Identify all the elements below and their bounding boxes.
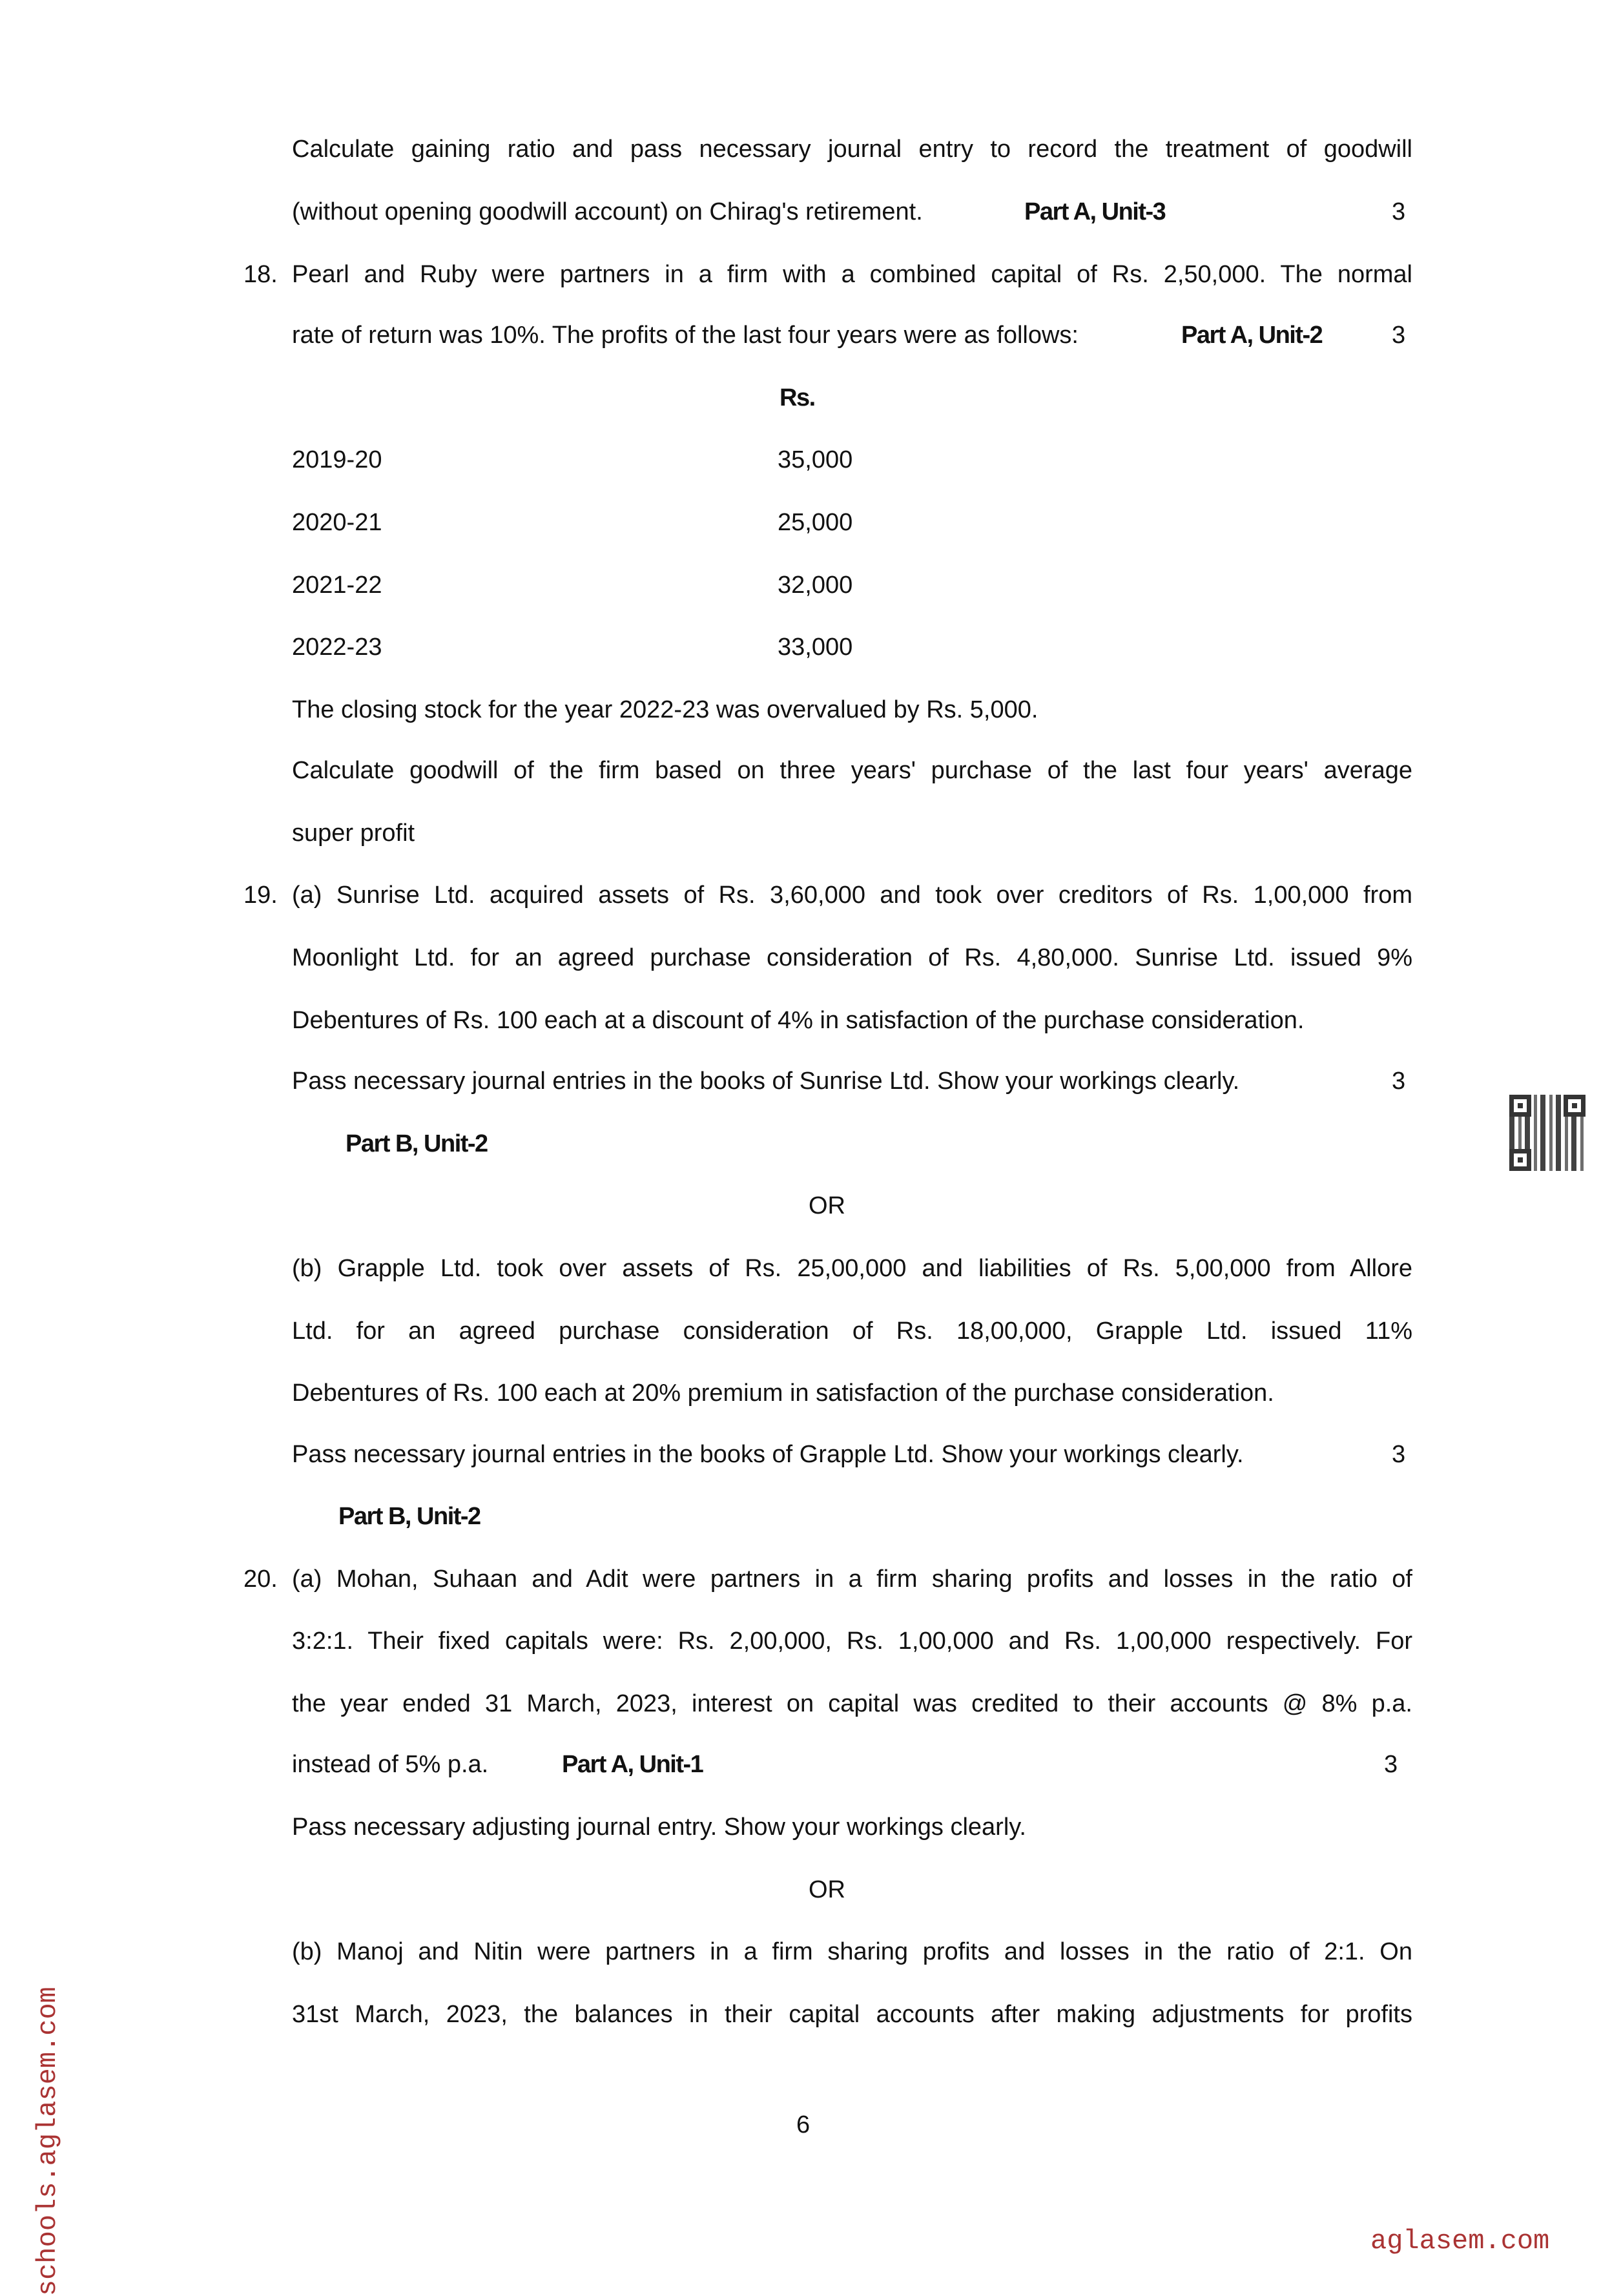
unit-tag: Part A, Unit-2: [1181, 322, 1323, 349]
table-cell-year: 2020-21: [292, 509, 382, 536]
marks: 3: [1392, 1068, 1406, 1095]
text-line: rate of return was 10%. The profits of the last four years were as follows:: [292, 322, 1079, 349]
marks: 3: [1392, 1441, 1406, 1468]
text-line: super profit: [292, 820, 415, 847]
text-line: Calculate goodwill of the firm based on three years' purchase of the last four years' average: [292, 757, 1412, 784]
text-line: the year ended 31 March, 2023, interest on capital was credited to their accounts @ 8% p.a.: [292, 1690, 1412, 1717]
table-cell-year: 2019-20: [292, 446, 382, 473]
unit-tag: Part A, Unit-1: [562, 1751, 703, 1778]
table-cell-profit: 32,000: [778, 572, 853, 599]
qr-code: [1509, 1095, 1586, 1171]
text-line: instead of 5% p.a.: [292, 1751, 489, 1778]
table-cell-year: 2021-22: [292, 572, 382, 599]
bottom-watermark: aglasem.com: [1370, 2226, 1550, 2257]
text-line: Ltd. for an agreed purchase consideration of Rs. 18,00,000, Grapple Ltd. issued 11%: [292, 1318, 1412, 1345]
text-line: 31st March, 2023, the balances in their capital accounts after making adjustments for profits: [292, 2001, 1412, 2028]
text-line: (b) Grapple Ltd. took over assets of Rs. 25,00,000 and liabilities of Rs. 5,00,000 from Allore: [292, 1255, 1412, 1282]
unit-tag: Part A, Unit-3: [1024, 198, 1166, 225]
or-separator: OR: [809, 1192, 845, 1219]
text-line: Debentures of Rs. 100 each at a discount of 4% in satisfaction of the purchase consideration.: [292, 1007, 1305, 1034]
unit-tag: Part B, Unit-2: [346, 1130, 488, 1157]
text-line: Pass necessary journal entries in the books of Sunrise Ltd. Show your workings clearly.: [292, 1068, 1240, 1095]
question-number: 20.: [243, 1566, 278, 1593]
text-line: 3:2:1. Their fixed capitals were: Rs. 2,00,000, Rs. 1,00,000 and Rs. 1,00,000 respectively. For: [292, 1628, 1412, 1655]
text-line: Pass necessary adjusting journal entry. Show your workings clearly.: [292, 1814, 1026, 1841]
text-line: Debentures of Rs. 100 each at 20% premium in satisfaction of the purchase consideration.: [292, 1380, 1274, 1407]
marks: 3: [1392, 322, 1406, 349]
table-cell-year: 2022-23: [292, 634, 382, 661]
text-line: (a) Mohan, Suhaan and Adit were partners in a firm sharing profits and losses in the ratio of: [292, 1566, 1412, 1593]
page-number: 6: [796, 2111, 811, 2138]
text-line: (b) Manoj and Nitin were partners in a firm sharing profits and losses in the ratio of 2:1. On: [292, 1938, 1412, 1965]
question-number: 18.: [243, 261, 278, 288]
question-number: 19.: [243, 882, 278, 909]
text-line: (without opening goodwill account) on Chirag's retirement.: [292, 198, 923, 225]
marks: 3: [1392, 198, 1406, 225]
text-line: Pass necessary journal entries in the books of Grapple Ltd. Show your workings clearly.: [292, 1441, 1244, 1468]
text-line: Calculate gaining ratio and pass necessary journal entry to record the treatment of goodwill: [292, 136, 1412, 163]
unit-tag: Part B, Unit-2: [338, 1503, 480, 1530]
table-cell-profit: 25,000: [778, 509, 853, 536]
table-header: Rs.: [780, 384, 815, 411]
table-cell-profit: 33,000: [778, 634, 853, 661]
table-cell-profit: 35,000: [778, 446, 853, 473]
or-separator: OR: [809, 1876, 845, 1903]
text-line: Moonlight Ltd. for an agreed purchase consideration of Rs. 4,80,000. Sunrise Ltd. issued 9%: [292, 944, 1412, 971]
text-line: The closing stock for the year 2022-23 was overvalued by Rs. 5,000.: [292, 696, 1038, 723]
side-watermark: schools.aglasem.com: [32, 1987, 63, 2296]
text-line: Pearl and Ruby were partners in a firm with a combined capital of Rs. 2,50,000. The normal: [292, 261, 1412, 288]
text-line: (a) Sunrise Ltd. acquired assets of Rs. 3,60,000 and took over creditors of Rs. 1,00,000 from: [292, 882, 1412, 909]
marks: 3: [1384, 1751, 1398, 1778]
